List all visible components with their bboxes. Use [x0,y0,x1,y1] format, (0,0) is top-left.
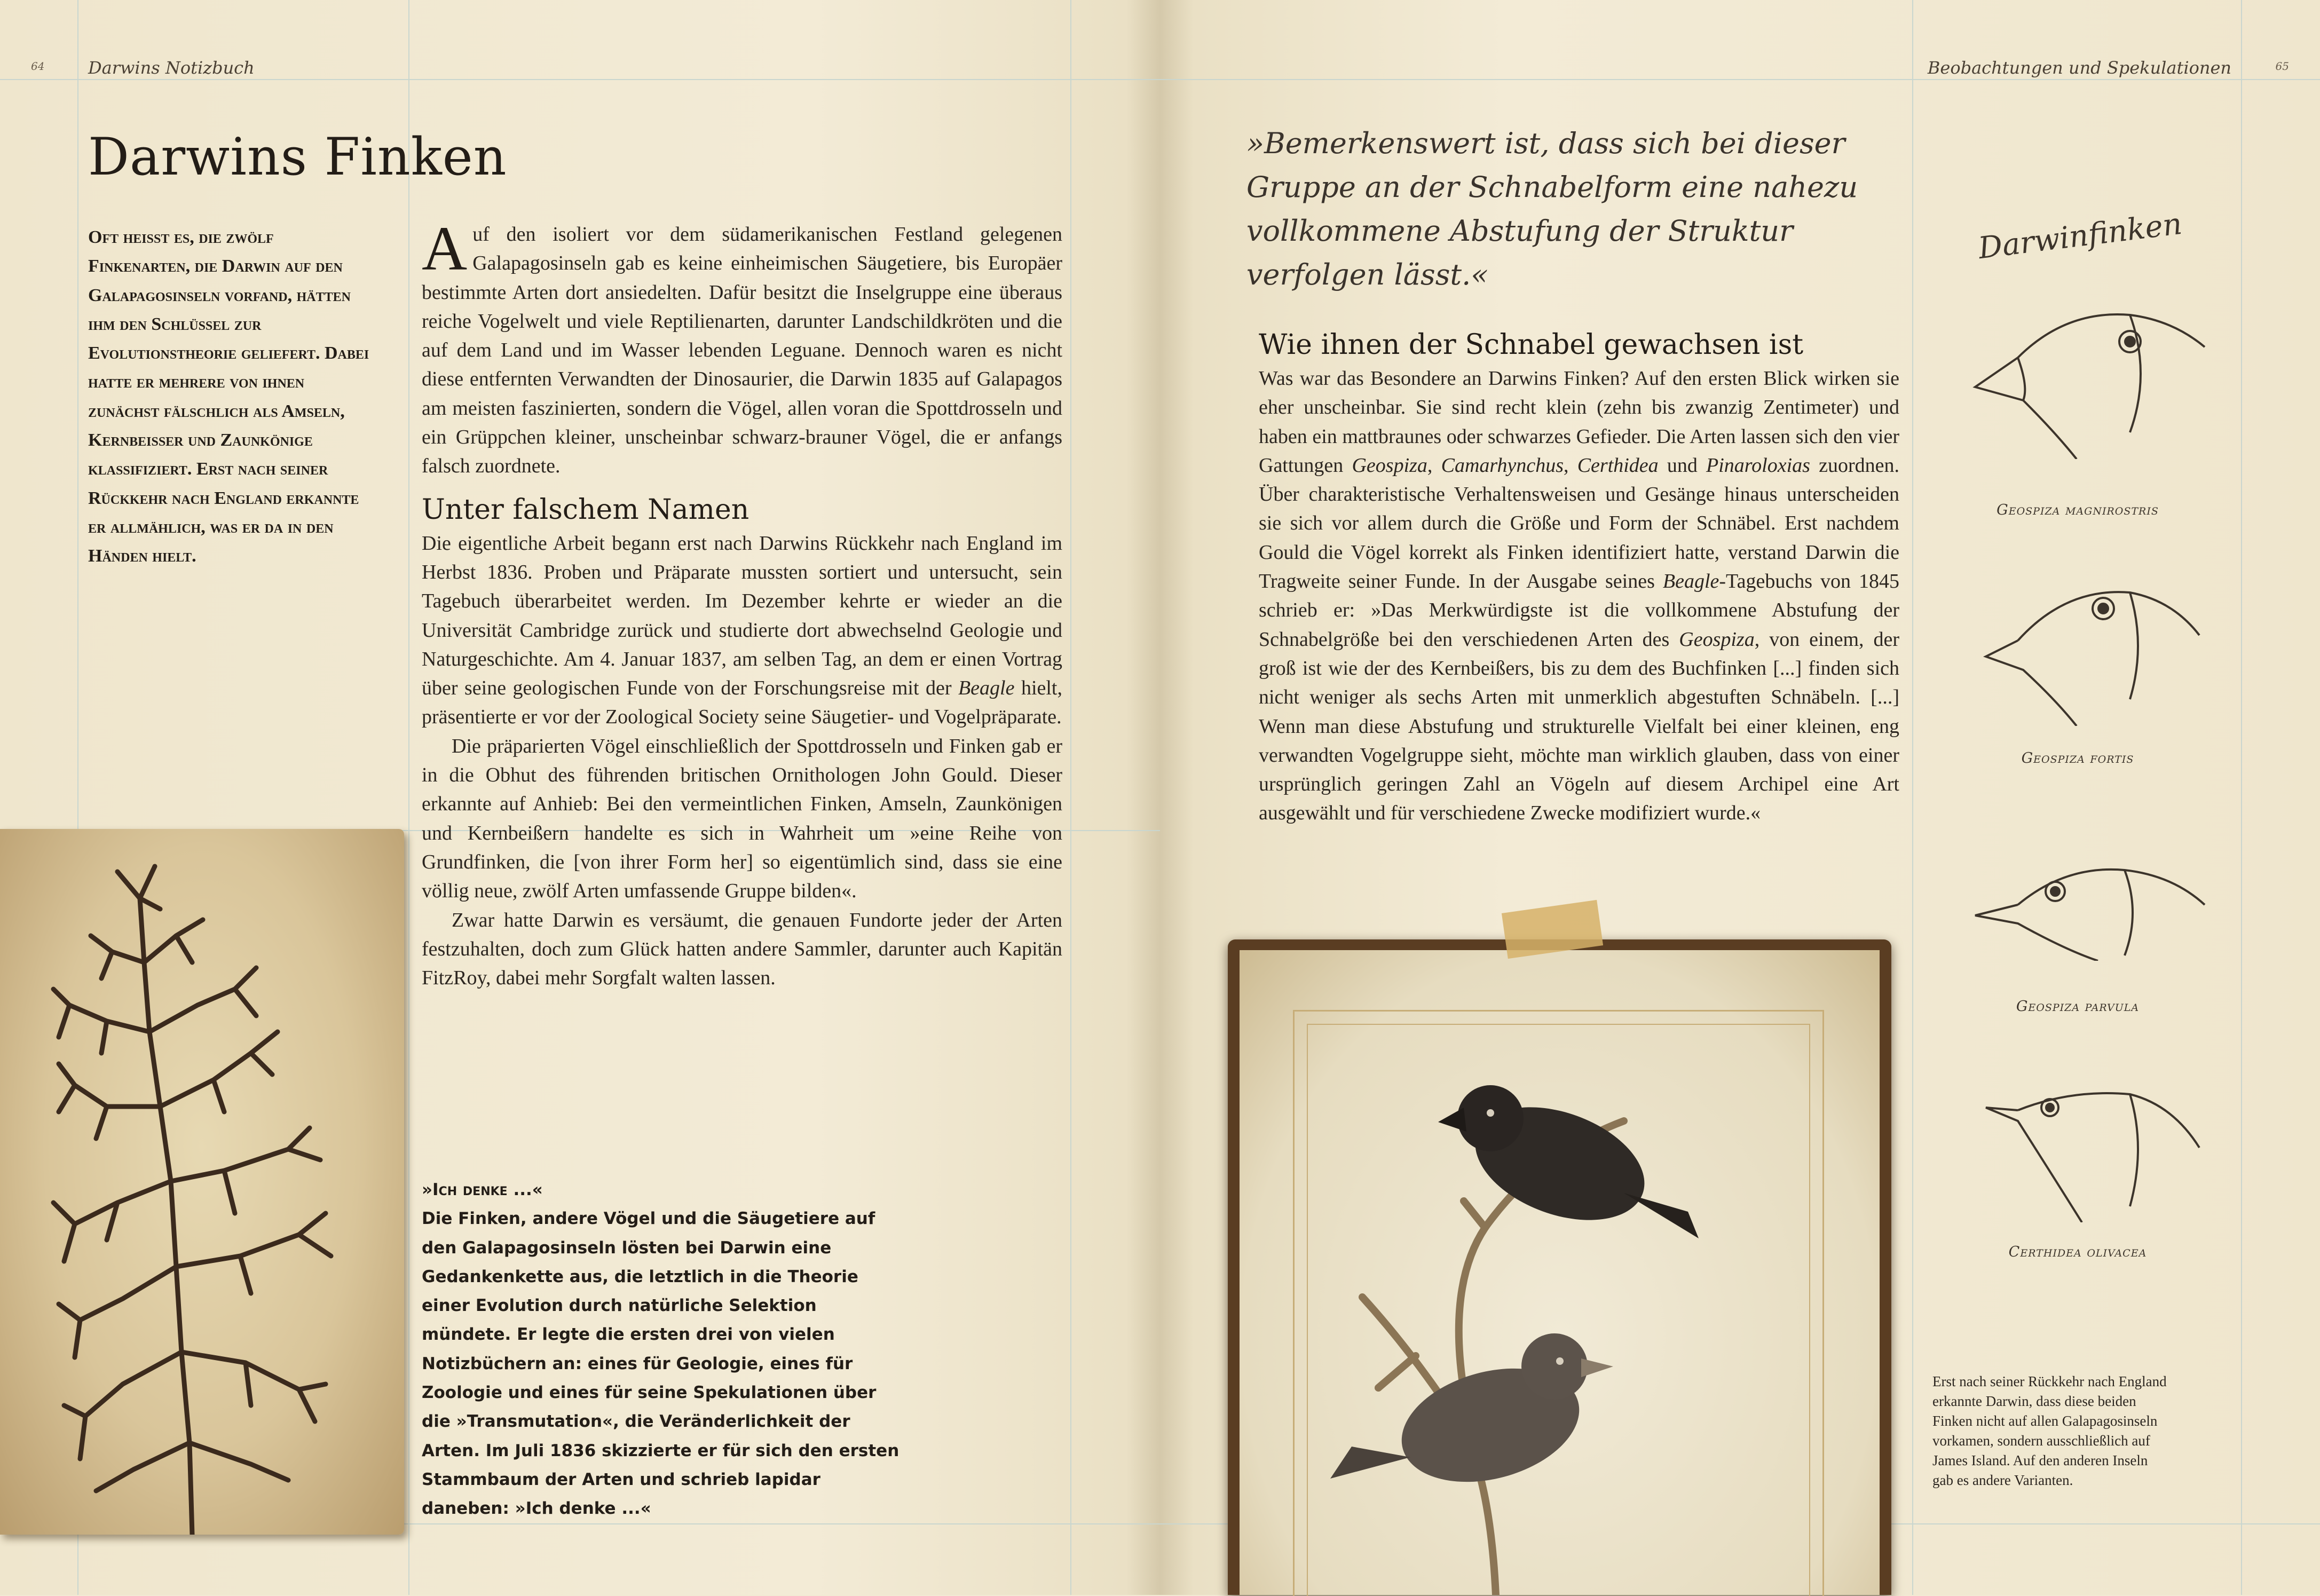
right-text-b: zuordnen. Über charakteristische Verhaltensweisen und Gesänge hinaus unterscheiden sie sich vor allem durch die Größe und Form der Schnäbel. Erst nachdem Gould die Vögel korrekt als Finken identifiziert hatte, verstand Darwin die Tragweite seiner Funde. In der Ausgabe seines [1259,454,1899,593]
running-head-left: Darwins Notizbuch [88,58,255,78]
lower-finch-icon [1330,1333,1613,1500]
tree-sketch-image [0,829,404,1535]
sidebar-box [422,1175,902,1523]
genus-geospiza: Geospiza [1352,454,1427,477]
finch-head-magnirostris-icon [1970,299,2215,459]
finch-label-fortis: Geospiza fortis [2021,750,2134,767]
right-paragraph [1259,364,1899,828]
geospiza-emphasis: Geospiza [1679,628,1755,651]
main-column [422,214,1062,992]
finch-head-certhidea-icon [1975,1078,2210,1222]
finch-pair-illustration [1240,950,1880,1595]
running-head-right: Beobachtungen und Spekulationen [1927,58,2231,78]
beagle-emphasis: Beagle [1662,570,1719,593]
sidebar-title: »Ich denke ...« [422,1180,543,1199]
finch-label-magnirostris: Geospiza magnirostris [1997,502,2159,518]
book-gutter [1126,0,1194,1595]
paragraph-1-text: uf den isoliert vor dem südamerikanischen Festland gelegenen Galapagosinseln gab es keine einheimischen Säugetiere, bis Europäer bestimmte Arten dort ansiedelten. Dafür besitzt die Inselgruppe eine überaus reiche Vogelwelt und viele Reptilienarten, darunter Landschildkröten und die auf dem Land und im Wasser lebenden Leguane. Dennoch waren es nicht diese entfernten Verwandten der Dinosaurier, die Darwin 1835 auf Galapagos am meisten faszinierten, sondern die Vögel, allen voran die Spottdrosseln und ein Grüppchen kleiner, unscheinbar schwarz-brauner Vögel, die er anfangs falsch zuordnete. [422,223,1062,478]
paragraph-2 [422,529,1062,732]
finch-column-heading: Darwinfinken [1976,206,2184,266]
subhead-unter-falschem-namen: Unter falschem Namen [422,493,749,526]
sidebar-text: Die Finken, andere Vögel und die Säugetiere auf den Galapagosinseln lösten bei Darwin eine Gedankenkette aus, die letztlich in die Theorie einer Evolution durch natürliche Selektion mündete. Er legte die ersten drei von vielen Notizbüchern an: eines für Geologie, eines für Zoologie und eines für seine Spekulationen über die »Transmutation«, die Veränderlichkeit der Arten. Im Juli 1836 skizzierte er für sich den ersten Stammbaum der Arten und schrieb lapidar daneben: »Ich denke ...« [422,1209,899,1519]
subhead-schnabel: Wie ihnen der Schnabel gewachsen ist [1259,329,1804,361]
page-number-left: 64 [31,60,45,73]
finch-label-parvula: Geospiza parvula [2016,998,2140,1015]
finch-photo [1240,950,1880,1595]
grid-line [2241,0,2242,1595]
paragraph-1 [422,214,1062,481]
grid-line [0,79,2320,80]
genus-camarhynchus: Camarhynchus [1441,454,1564,477]
right-text-d: , von einem, der groß ist wie der des Kernbeißers, bis zu dem des Buchfinken [...] finden sich nicht weniger als sechs Arten mit unmerklich abgestuften Schnäbeln. [...] Wenn man diese Abstufung und strukturelle Vielfalt bei einer kleinen, eng verwandten Vogelgruppe sieht, möchte man wirklich glauben, dass von einer ursprünglich geringen Zahl an Vögeln auf diesem Archipel eine Art ausgewählt und für verschiedene Zwecke modifiziert wurde.« [1259,628,1899,825]
finch-head-parvula-icon [1970,854,2210,961]
beagle-emphasis: Beagle [958,677,1015,700]
paragraph-2-text-b: hielt, präsentierte er vor der Zoological Society seine Säugetier- und Vogelpräparate. [422,677,1062,729]
intro-text: Oft heißt es, die zwölf Finkenarten, die Darwin auf den Galapagosinseln vorfand, hätten ihm den Schlüssel zur Evolutionstheorie geliefert. Dabei hatte er mehrere von ihnen zunächst fälschlich als Amseln, Kernbeißer und Zaunkönige klassifiziert. Erst nach seiner Rückkehr nach England erkannte er allmählich, was er da in den Händen hielt. [88,227,369,566]
separator: , [1427,454,1441,477]
finch-head-fortis-icon [1975,576,2210,726]
photo-caption: Erst nach seiner Rückkehr nach England erkannte Darwin, dass diese beiden Finken nicht auf allen Galapagosinseln vorkamen, sondern ausschließlich auf James Island. Auf den anderen Inseln gab es andere Varianten. [1932,1373,2167,1488]
genus-pinaroloxias: Pinaroloxias [1706,454,1810,477]
finch-label-certhidea: Certhidea olivacea [2008,1244,2147,1260]
paragraph-4: Zwar hatte Darwin es versäumt, die genauen Fundorte jeder der Arten festzuhalten, doch zum Glück hatten andere Sammler, darunter auch Kapitän FitzRoy, dabei mehr Sorgfalt walten lassen. [422,908,1062,990]
grid-line [1070,0,1071,1595]
pull-quote: »Bemerkenswert ist, dass sich bei dieser Gruppe an der Schnabelform eine nahezu vollkommene Abstufung der Struktur verfolgen lässt.« [1246,127,1858,291]
drop-cap: A [422,214,468,283]
grid-line [408,0,409,1595]
conjunction: und [1658,454,1707,477]
page-title: Darwins Finken [88,127,507,187]
paragraph-3: Die präparierten Vögel einschließlich der Spottdrosseln und Finken gab er in die Obhut des führenden britischen Ornithologen John Gould. Dieser erkannte auf Anhieb: Bei den vermeintlichen Finken, Amseln, Zaunkönigen und Kernbeißern handelte es sich in Wahrheit um »eine Reihe von Grundfinken, die [von ihrer Form her] so eigentümlich sind, dass sie eine völlig neue, zwölf Arten umfassende Gruppe bilden«. [422,734,1062,903]
genus-certhidea: Certhidea [1577,454,1659,477]
separator: , [1564,454,1577,477]
branching-tree-icon [0,829,404,1535]
page-number-right: 65 [2275,60,2289,73]
paragraph-2-text-a: Die eigentliche Arbeit begann erst nach Darwins Rückkehr nach England im Herbst 1836. Proben und Präparate mussten sortiert und untersucht, sein Tagebuch überarbeitet werden. Im Dezember kehrte er wieder an die Universität Cambridge zurück und studierte dort abwechselnd Geologie und Naturgeschichte. Am 4. Januar 1837, am selben Tag, an dem er einen Vortrag über seine geologischen Funde von der Forschungsreise mit der [422,532,1062,700]
right-column [1259,329,1899,828]
right-text-a: Was war das Besondere an Darwins Finken? Auf den ersten Blick wirken sie eher unscheinbar. Sie sind recht klein (zehn bis zwanzig Zentimeter) und haben ein mattbraunes oder schwarzes Gefieder. Die Arten lassen sich den vier Gattungen [1259,367,1899,477]
finch-photo-frame [1228,939,1891,1595]
right-text-c: -Tagebuchs von 1845 schrieb er: »Das Merkwürdigste ist die vollkommene Abstufung der Schnabelgröße bei den verschiedenen Arten des [1259,570,1900,651]
